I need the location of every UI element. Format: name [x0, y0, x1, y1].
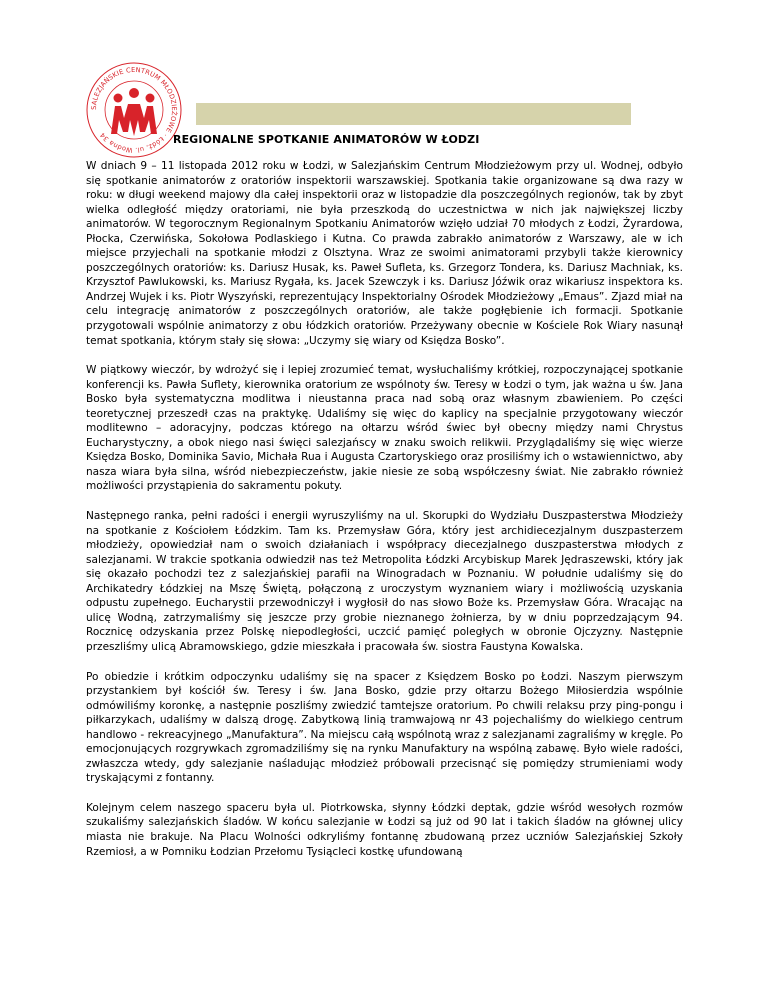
- svg-text:SALEZJAŃSKIE CENTRUM MŁODZIEŻO: SALEZJAŃSKIE CENTRUM MŁODZIEŻOWE · Łódź, ul. Wodna 34: [89, 65, 179, 155]
- logo-emblem: [84, 60, 184, 160]
- logo: [84, 60, 184, 160]
- paragraph: Następnego ranka, pełni radości i energii wyruszyliśmy na ul. Skorupki do Wydziału Duszpasterstwa Młodzieży na spotkanie z Kościołem Łódzkim. Tam ks. Przemysław Góra, który jest archidiecezjalnym duszpasterzem młodzieży, opowiedział nam o swoich działaniach i współpracy diecezjalnego duszpasterstwa młodych z salezjanami. W trakcie spotkania odwiedził nas też Metropolita Łódzki Arcybiskup Marek Jędraszewski, który jak się okazało pochodzi tez z salezjańskiej parafii na Winogradach w Poznaniu. W południe udaliśmy się do Archikatedry Łódzkiej na Mszę Świętą, połączoną z uroczystym wyznaniem wiary i możliwością uzyskania odpustu zupełnego. Eucharystii przewodniczył i wygłosił do nas słowo Boże ks. Przemysław Góra. Wracając na ulicę Wodną, zatrzymaliśmy się jeszcze przy grobie nieznanego żołnierza, by w dniu poprzedzającym 94. Rocznicę odzyskania przez Polskę niepodległości, uczcić pamięć poległych w obronie Ojczyzny. Następnie przeszliśmy ulicą Abramowskiego, gdzie mieszkała i pracowała św. siostra Faustyna Kowalska.: [86, 510, 683, 653]
- paragraph: W dniach 9 – 11 listopada 2012 roku w Łodzi, w Salezjańskim Centrum Młodzieżowym przy ul. Wodnej, odbyło się spotkanie animatorów z oratoriów inspektorii warszawskiej. Spotkania takie organizowane są dwa razy w roku: w długi weekend majowy dla całej inspektorii oraz w listopadzie dla poszczególnych regionów, tak by zbyt wielka odległość między oratoriami, nie była przeszkodą do uczestnictwa w nich jak największej liczby animatorów. W tegorocznym Regionalnym Spotkaniu Animatorów wzięło udział 70 młodych z Łodzi, Żyrardowa, Płocka, Czerwińska, Sokołowa Podlaskiego i Kutna. Co prawda zabrakło animatorów z Warszawy, ale w ich miejsce przyjechali na spotkanie młodzi z Olsztyna. Wraz ze swoimi animatorami przybyli także kierownicy poszczególnych oratoriów: ks. Dariusz Husak, ks. Paweł Sufleta, ks. Grzegorz Tondera, ks. Dariusz Machniak, ks. Krzysztof Pawlukowski, ks. Mariusz Rygała, ks. Jacek Szewczyk i ks. Dariusz Jóźwik oraz wikariusz inspektora ks. Andrzej Wujek i ks. Piotr Wyszyński, reprezentujący Inspektorialny Ośrodek Młodzieżowy „Emaus”. Zjazd miał na celu integrację animatorów z poszczególnych oratoriów, ale także pogłębienie ich formacji. Spotkanie przygotowali wspólnie animatorzy z obu łódzkich oratoriów. Przeżywany obecnie w Kościele Rok Wiary nasunął temat spotkania, którym stały się słowa: „Uczymy się wiary od Księdza Bosko”.: [86, 160, 683, 347]
- document-body: [86, 159, 683, 874]
- paragraph: W piątkowy wieczór, by wdrożyć się i lepiej zrozumieć temat, wysłuchaliśmy krótkiej, rozpoczynającej spotkanie konferencji ks. Pawła Suflety, kierownika oratorium ze wspólnoty św. Teresy w Łodzi o tym, jak ważna u św. Jana Bosko była systematyczna modlitwa i nieustanna praca nad sobą oraz własnym zbawieniem. Po części teoretycznej przeszedł czas na praktykę. Udaliśmy się więc do kaplicy na specjalnie przygotowany wieczór modlitewno – adoracyjny, podczas którego na ołtarzu wśród świec był obecny między nami Chrystus Eucharystyczny, a obok niego nasi święci salezjańscy w znaku swoich relikwii. Przyglądaliśmy się więc wierze Księdza Bosko, Dominika Savio, Michała Rua i Augusta Czartoryskiego oraz prosiliśmy ich o wstawiennictwo, aby nasza wiara była silna, wśród niebezpieczeństw, jakie niesie ze sobą współczesny świat. Nie zabrakło również możliwości przystąpienia do sakramentu pokuty.: [86, 364, 683, 493]
- paragraph: Po obiedzie i krótkim odpoczynku udaliśmy się na spacer z Księdzem Bosko po Łodzi. Naszym pierwszym przystankiem był kościół św. Teresy i św. Jana Bosko, gdzie przy ołtarzu Bożego Miłosierdzia wspólnie odmówiliśmy koronkę, a następnie poszliśmy zwiedzić tamtejsze oratorium. Po chwili relaksu przy ping-pongu i piłkarzykach, udaliśmy w dalszą drogę. Zabytkową linią tramwajową nr 43 pojechaliśmy do wielkiego centrum handlowo - rekreacyjnego „Manufaktura”. Na miejscu całą wspólnotą wraz z salezjanami zagraliśmy w kręgle. Po emocjonujących rozgrywkach zgromadziliśmy się na rynku Manufaktury na wspólną zabawę. Było wiele radości, zwłaszcza wtedy, gdy salezjanie naśladując młodzież próbowali przecisnąć się pomiędzy strumieniami wody tryskającymi z fontanny.: [86, 670, 683, 785]
- paragraph: Kolejnym celem naszego spaceru była ul. Piotrkowska, słynny Łódzki deptak, gdzie wśród wesołych rozmów szukaliśmy salezjańskich śladów. W końcu salezjanie w Łodzi są już od 90 lat i takich śladów na głównej ulicy miasta nie brakuje. Na Placu Wolności odkryliśmy fontannę zbudowaną przez uczniów Salezjańskiej Szkoły Rzemiosł, a w Pomniku Łodzian Przełomu Tysiącleci kostkę ufundowaną: [86, 801, 683, 858]
- header-bar: [196, 103, 631, 125]
- document-title: REGIONALNE SPOTKANIE ANIMATORÓW W ŁODZI: [173, 133, 480, 146]
